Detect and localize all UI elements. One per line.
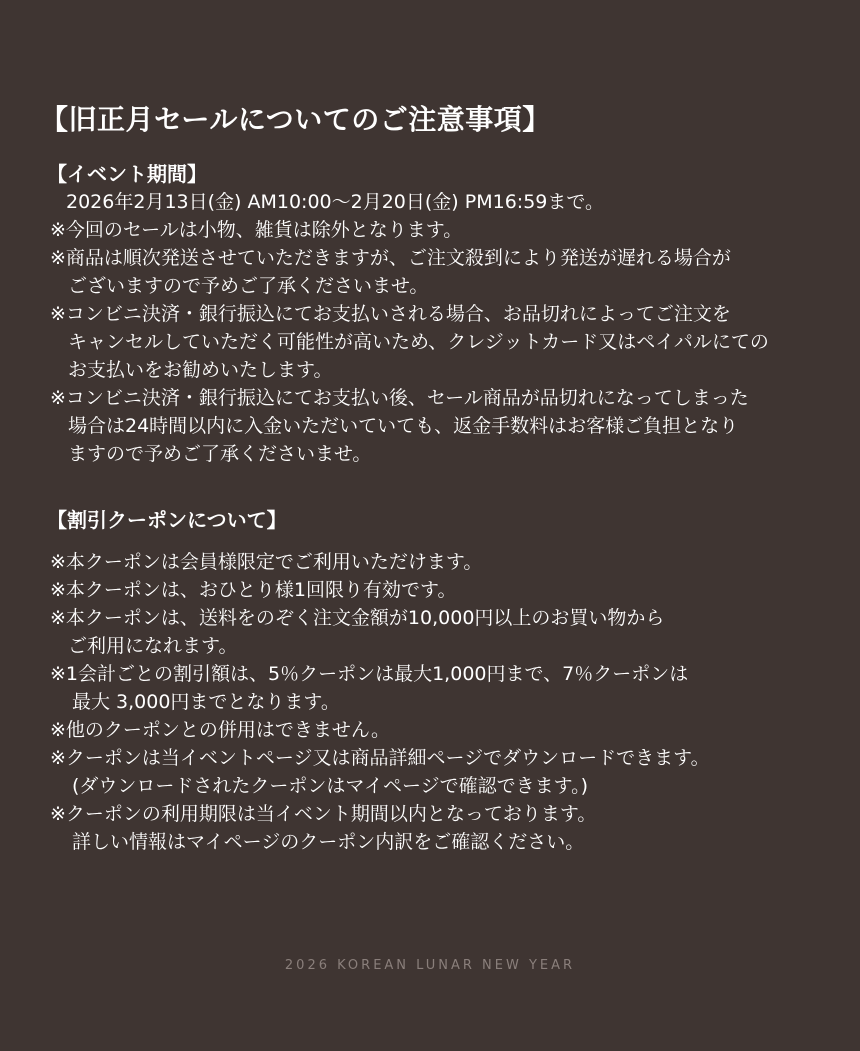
event-period-dates: 2026年2月13日(金) AM10:00～2月20日(金) PM16:59まで。	[66, 191, 604, 213]
note-line: ますので予めご了承くださいませ。	[68, 443, 372, 465]
note-line: ※今回のセールは小物、雑貨は除外となります。	[50, 219, 463, 241]
event-notes	[0, 188, 769, 468]
footer-caption: 2026 KOREAN LUNAR NEW YEAR	[284, 958, 576, 973]
event-period-heading: 【イベント期間】	[47, 162, 207, 186]
note-line: 詳しい情報はマイページのクーポン内訳をご確認ください。	[72, 831, 585, 853]
note-line: ※本クーポンは会員様限定でご利用いただけます。	[50, 551, 483, 573]
note-line: (ダウンロードされたクーポンはマイページで確認できます。)	[72, 775, 589, 797]
note-line: お支払いをお勧めいたします。	[68, 359, 333, 381]
coupon-notes	[0, 548, 710, 856]
coupon-heading: 【割引クーポンについて】	[47, 508, 287, 532]
note-line: ※コンビニ決済・銀行振込にてお支払いされる場合、お品切れによってご注文を	[50, 303, 731, 325]
note-line: ※クーポンの利用期限は当イベント期間以内となっております。	[50, 803, 597, 825]
note-line: ※本クーポンは、おひとり様1回限り有効です。	[50, 579, 457, 601]
page-title: 【旧正月セールについてのご注意事項】	[40, 103, 551, 136]
note-line: ※商品は順次発送させていただきますが、ご注文殺到により発送が遅れる場合が	[50, 247, 731, 269]
note-line: ご利用になれます。	[68, 635, 238, 657]
note-line: ※本クーポンは、送料をのぞく注文金額が10,000円以上のお買い物から	[50, 607, 665, 629]
note-line: ※他のクーポンとの併用はできません。	[50, 719, 391, 741]
note-line: ございますので予めご了承くださいませ。	[68, 275, 429, 297]
note-line: ※1会計ごとの割引額は、5％クーポンは最大1,000円まで、7％クーポンは	[50, 663, 689, 685]
note-line: 場合は24時間以内に入金いただいていても、返金手数料はお客様ご負担となり	[68, 415, 739, 437]
note-line: 最大 3,000円までとなります。	[72, 691, 340, 713]
note-line: キャンセルしていただく可能性が高いため、クレジットカード又はペイパルにての	[68, 331, 769, 353]
note-line: ※クーポンは当イベントページ又は商品詳細ページでダウンロードできます。	[50, 747, 710, 769]
note-line: ※コンビニ決済・銀行振込にてお支払い後、セール商品が品切れになってしまった	[50, 387, 749, 409]
